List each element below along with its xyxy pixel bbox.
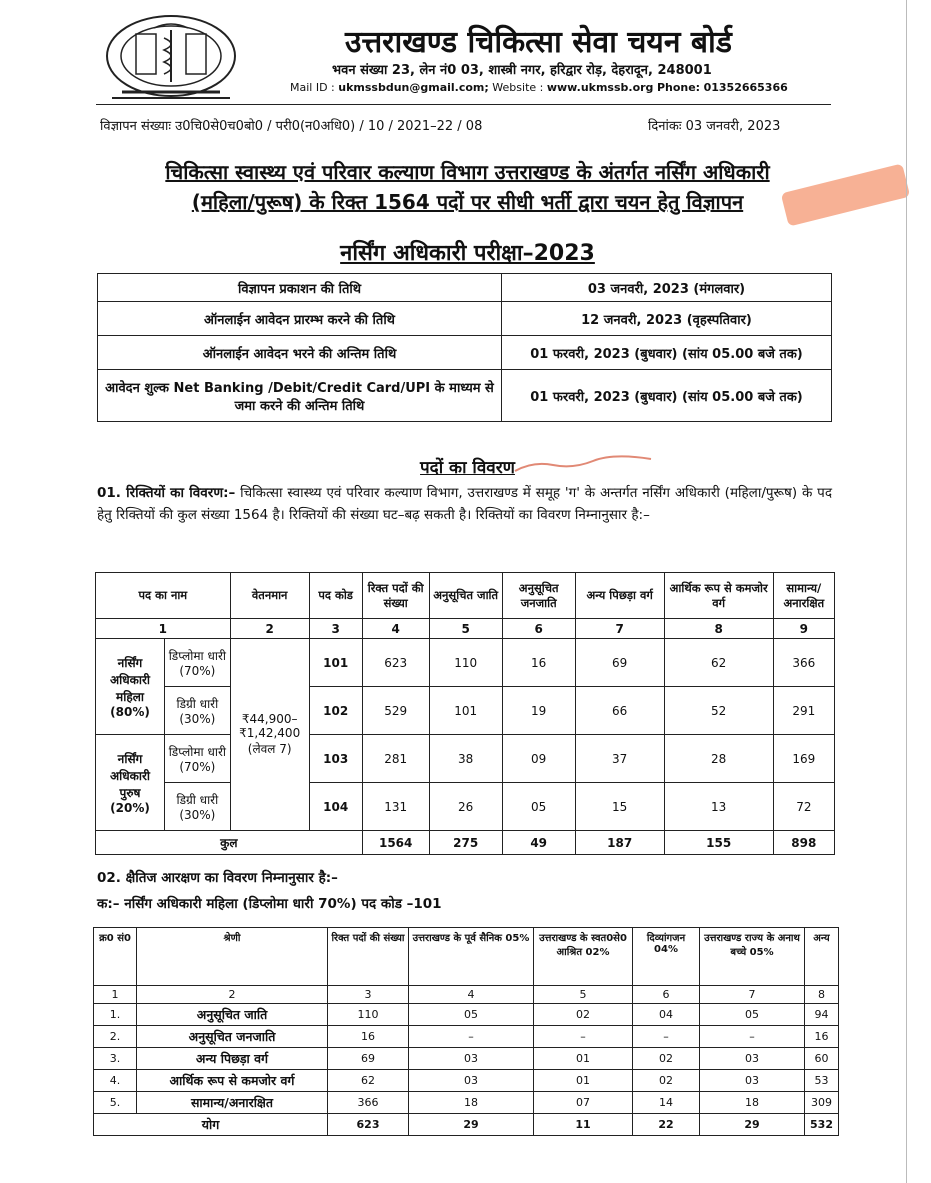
total-cell: 29: [409, 1114, 534, 1136]
total-cell: 275: [429, 831, 502, 855]
column-number: 4: [362, 619, 429, 639]
cell-ex-servicemen: 03: [409, 1048, 534, 1070]
header-divider: [96, 104, 831, 105]
column-number: 1: [94, 986, 137, 1004]
column-header: रिक्त पदों की संख्या: [328, 928, 409, 986]
column-header: दिव्यांगजन 04%: [633, 928, 700, 986]
total-cell: 898: [773, 831, 834, 855]
cell-sc: 38: [429, 735, 502, 783]
column-number: 7: [575, 619, 664, 639]
cell-category: अन्य पिछड़ा वर्ग: [137, 1048, 328, 1070]
table-row: [96, 735, 835, 783]
important-dates-table: [97, 273, 832, 422]
table-row: [98, 370, 832, 422]
pay-scale: ₹44,900– ₹1,42,400 (लेवल 7): [230, 639, 309, 831]
column-header: क्र0 सं0: [94, 928, 137, 986]
org-name: उत्तराखण्ड चिकित्सा सेवा चयन बोर्ड: [345, 25, 732, 60]
vacancy-paragraph: [97, 482, 832, 526]
cell-category: अनुसूचित जनजाति: [137, 1026, 328, 1048]
cell-other: 60: [805, 1048, 839, 1070]
table-row: [94, 1048, 839, 1070]
post-code: 101: [309, 639, 362, 687]
column-number: 3: [328, 986, 409, 1004]
column-number: 9: [773, 619, 834, 639]
table-row: [94, 1026, 839, 1048]
column-header: उत्तराखण्ड के पूर्व सैनिक 05%: [409, 928, 534, 986]
post-type: डिग्री धारी (30%): [165, 783, 231, 831]
total-cell: 49: [502, 831, 575, 855]
total-cell: 155: [664, 831, 773, 855]
website-link[interactable]: www.ukmssb.org: [546, 81, 654, 94]
post-type: डिप्लोमा धारी (70%): [165, 639, 231, 687]
vacancy-paragraph-text: चिकित्सा स्वास्थ्य एवं परिवार कल्याण विभाग, उत्तराखण्ड में समूह 'ग' के अन्तर्गत नर्सिंग अधिकारी (महिला/पुरूष) के पद हेतु रिक्तियों की कुल संख्या 1564 है। रिक्तियों की संख्या घट–बढ़ सकती है। रिक्तियों का विवरण निम्नानुसार है:–: [97, 485, 832, 523]
total-cell: 29: [700, 1114, 805, 1136]
cell-ews: 28: [664, 735, 773, 783]
column-number: 1: [96, 619, 231, 639]
cell-total: 623: [362, 639, 429, 687]
cell-category: सामान्य/अनारक्षित: [137, 1092, 328, 1114]
cell-ex-servicemen: 18: [409, 1092, 534, 1114]
cell-sn: 2.: [94, 1026, 137, 1048]
cell-freedom-fighter: 07: [534, 1092, 633, 1114]
cell-gen: 366: [773, 639, 834, 687]
cell-pwd: 14: [633, 1092, 700, 1114]
headline-line-1: चिकित्सा स्वास्थ्य एवं परिवार कल्याण विभाग उत्तराखण्ड के अंतर्गत नर्सिंग अधिकारी: [165, 160, 770, 184]
cell-st: 19: [502, 687, 575, 735]
headline-line-2: (महिला/पुरूष) के रिक्त 1564 पदों पर सीधी भर्ती द्वारा चयन हेतु विज्ञापन: [191, 190, 744, 214]
column-header: उत्तराखण्ड राज्य के अनाथ बच्चे 05%: [700, 928, 805, 986]
column-header: सामान्य/ अनारक्षित: [773, 573, 834, 619]
column-number: 8: [805, 986, 839, 1004]
cell-ex-servicemen: 03: [409, 1070, 534, 1092]
cell-pwd: –: [633, 1026, 700, 1048]
date-value: 03 जनवरी, 2023 (मंगलवार): [502, 274, 832, 302]
advertisement-number: विज्ञापन संख्याः उ0चि0से0च0बो0 / परी0(न0अधि0) / 10 / 2021–22 / 08: [100, 119, 483, 134]
cell-total: 131: [362, 783, 429, 831]
post-type: डिग्री धारी (30%): [165, 687, 231, 735]
column-number: 6: [502, 619, 575, 639]
column-number: 2: [230, 619, 309, 639]
column-header: पद का नाम: [96, 573, 231, 619]
column-number: 3: [309, 619, 362, 639]
cell-gen: 169: [773, 735, 834, 783]
post-code: 103: [309, 735, 362, 783]
cell-sn: 5.: [94, 1092, 137, 1114]
board-emblem-logo: [102, 10, 240, 102]
cell-sc: 110: [429, 639, 502, 687]
cell-category: अनुसूचित जाति: [137, 1004, 328, 1026]
phone-number: 01352665366: [703, 81, 788, 94]
cell-pwd: 04: [633, 1004, 700, 1026]
cell-other: 53: [805, 1070, 839, 1092]
cell-total: 110: [328, 1004, 409, 1026]
cell-st: 05: [502, 783, 575, 831]
scan-margin-line: [906, 0, 907, 1183]
phone-label: Phone:: [656, 81, 701, 94]
cell-obc: 69: [575, 639, 664, 687]
total-label: योग: [94, 1114, 328, 1136]
post-code: 102: [309, 687, 362, 735]
cell-ews: 52: [664, 687, 773, 735]
table-row: [98, 302, 832, 336]
cell-total: 62: [328, 1070, 409, 1092]
section-title: पदों का विवरण: [420, 458, 515, 478]
column-number: 5: [429, 619, 502, 639]
total-cell: 22: [633, 1114, 700, 1136]
cell-pwd: 02: [633, 1070, 700, 1092]
cell-freedom-fighter: –: [534, 1026, 633, 1048]
cell-freedom-fighter: 01: [534, 1048, 633, 1070]
column-number: 5: [534, 986, 633, 1004]
pen-squiggle: [513, 455, 653, 475]
cell-orphan: –: [700, 1026, 805, 1048]
cell-st: 09: [502, 735, 575, 783]
table-row: [94, 1092, 839, 1114]
cell-orphan: 03: [700, 1070, 805, 1092]
cell-sc: 101: [429, 687, 502, 735]
org-contact: [290, 81, 788, 94]
cell-sn: 3.: [94, 1048, 137, 1070]
date-label: ऑनलाईन आवेदन भरने की अन्तिम तिथि: [98, 336, 502, 370]
column-number: 2: [137, 986, 328, 1004]
cell-other: 16: [805, 1026, 839, 1048]
horizontal-reservation-subtitle: क:– नर्सिंग अधिकारी महिला (डिप्लोमा धारी 70%) पद कोड –101: [97, 896, 442, 912]
cell-obc: 15: [575, 783, 664, 831]
mail-label: Mail ID :: [290, 81, 335, 94]
cell-freedom-fighter: 01: [534, 1070, 633, 1092]
post-code: 104: [309, 783, 362, 831]
date-label: ऑनलाईन आवेदन प्रारम्भ करने की तिथि: [98, 302, 502, 336]
column-number: 4: [409, 986, 534, 1004]
total-label: कुल: [96, 831, 363, 855]
column-header: अन्य: [805, 928, 839, 986]
column-number: 8: [664, 619, 773, 639]
advertisement-date: दिनांकः 03 जनवरी, 2023: [648, 119, 781, 134]
cell-gen: 291: [773, 687, 834, 735]
table-row: [96, 687, 835, 735]
column-number: 6: [633, 986, 700, 1004]
table-row: [94, 1070, 839, 1092]
total-cell: 623: [328, 1114, 409, 1136]
post-group-female: नर्सिंग अधिकारी महिला (80%): [96, 639, 165, 735]
post-group-male: नर्सिंग अधिकारी पुरुष (20%): [96, 735, 165, 831]
cell-sn: 1.: [94, 1004, 137, 1026]
table-row: [94, 1004, 839, 1026]
table-row: [98, 336, 832, 370]
cell-total: 529: [362, 687, 429, 735]
cell-ex-servicemen: –: [409, 1026, 534, 1048]
cell-orphan: 03: [700, 1048, 805, 1070]
exam-title: नर्सिंग अधिकारी परीक्षा–2023: [340, 241, 595, 266]
cell-orphan: 05: [700, 1004, 805, 1026]
cell-freedom-fighter: 02: [534, 1004, 633, 1026]
table-row: [96, 639, 835, 687]
horizontal-reservation-table: [93, 927, 839, 1136]
column-header: अनुसूचित जनजाति: [502, 573, 575, 619]
table-header-row: [94, 928, 839, 986]
date-label: आवेदन शुल्क Net Banking /Debit/Credit Card/UPI के माध्यम से जमा करने की अन्तिम तिथि: [98, 370, 502, 422]
cell-orphan: 18: [700, 1092, 805, 1114]
column-header: उत्तराखण्ड के स्वत0से0 आश्रित 02%: [534, 928, 633, 986]
date-value: 12 जनवरी, 2023 (वृहस्पतिवार): [502, 302, 832, 336]
vacancy-table: [95, 572, 835, 855]
cell-sn: 4.: [94, 1070, 137, 1092]
date-value: 01 फरवरी, 2023 (बुधवार) (सांय 05.00 बजे तक): [502, 370, 832, 422]
cell-pwd: 02: [633, 1048, 700, 1070]
date-value: 01 फरवरी, 2023 (बुधवार) (सांय 05.00 बजे तक): [502, 336, 832, 370]
column-number-row: [94, 986, 839, 1004]
cell-obc: 66: [575, 687, 664, 735]
mail-link[interactable]: ukmssbdun@gmail.com;: [338, 81, 489, 94]
cell-category: आर्थिक रूप से कमजोर वर्ग: [137, 1070, 328, 1092]
column-header: रिक्त पदों की संख्या: [362, 573, 429, 619]
cell-ews: 62: [664, 639, 773, 687]
table-header-row: [96, 573, 835, 619]
cell-obc: 37: [575, 735, 664, 783]
date-label: विज्ञापन प्रकाशन की तिथि: [98, 274, 502, 302]
website-label: Website :: [492, 81, 544, 94]
cell-gen: 72: [773, 783, 834, 831]
cell-other: 94: [805, 1004, 839, 1026]
table-row: [98, 274, 832, 302]
column-header: अन्य पिछड़ा वर्ग: [575, 573, 664, 619]
total-cell: 187: [575, 831, 664, 855]
column-header: वेतनमान: [230, 573, 309, 619]
table-row: [96, 783, 835, 831]
total-cell: 532: [805, 1114, 839, 1136]
vacancy-paragraph-label: 01. रिक्तियों का विवरण:–: [97, 485, 236, 501]
org-address: भवन संख्या 23, लेन नं0 03, शास्त्री नगर, हरिद्वार रोड़, देहरादून, 248001: [332, 63, 712, 78]
total-cell: 11: [534, 1114, 633, 1136]
total-cell: 1564: [362, 831, 429, 855]
cell-total: 69: [328, 1048, 409, 1070]
cell-ex-servicemen: 05: [409, 1004, 534, 1026]
total-row: [94, 1114, 839, 1136]
column-header: श्रेणी: [137, 928, 328, 986]
cell-total: 16: [328, 1026, 409, 1048]
total-row: [96, 831, 835, 855]
cell-total: 366: [328, 1092, 409, 1114]
column-header: पद कोड: [309, 573, 362, 619]
column-number: 7: [700, 986, 805, 1004]
cell-st: 16: [502, 639, 575, 687]
cell-ews: 13: [664, 783, 773, 831]
cell-other: 309: [805, 1092, 839, 1114]
column-header: अनुसूचित जाति: [429, 573, 502, 619]
post-type: डिप्लोमा धारी (70%): [165, 735, 231, 783]
cell-total: 281: [362, 735, 429, 783]
horizontal-reservation-title: 02. क्षैतिज आरक्षण का विवरण निम्नानुसार है:–: [97, 870, 338, 886]
cell-sc: 26: [429, 783, 502, 831]
column-header: आर्थिक रूप से कमजोर वर्ग: [664, 573, 773, 619]
column-number-row: [96, 619, 835, 639]
